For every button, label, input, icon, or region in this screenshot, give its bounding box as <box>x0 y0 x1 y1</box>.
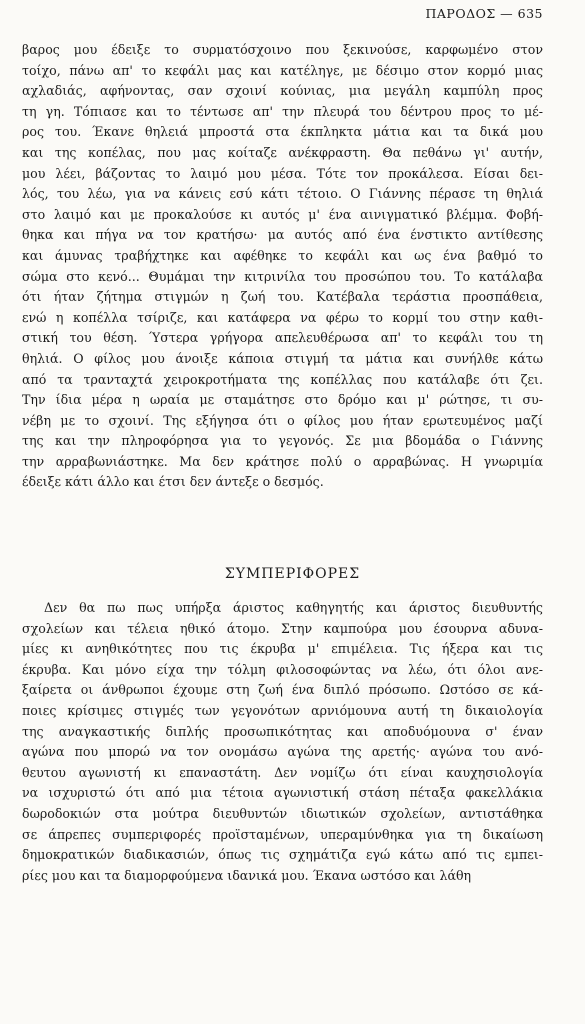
text-line: τοίχο, πάνω απ' το κεφάλι μας και κατέληγε, με δέσιμο στον κορμό μιας <box>22 62 543 78</box>
text-line: στο λαιμό και με προκαλούσε κι αυτός μ' ένα αινιγματικό βλέμμα. Φοβή- <box>22 206 543 222</box>
text-line: βαρος μου έδειξε το συρματόσχοινο που ξεκινούσε, καρφωμένο στον <box>22 42 543 57</box>
text-line: ξαίρετα οι άνθρωποι έχουμε στη ζωή ένα διπλό πρόσωπο. Ωστόσο σε κά- <box>22 682 543 698</box>
text-line: αγώνα που μπορώ να τον ονομάσω αγώνα της αρετής· αγώνα του ανό- <box>22 744 543 760</box>
text-line: έκρυβα. Και μόνο είχα την τόλμη φιλοσοφώντας να λέω, ότι όλοι ανε- <box>22 661 543 677</box>
text-line: ρος του. Έκανε θηλειά μπροστά στα έκπληκτα μάτια και τα δικά μου <box>22 124 543 140</box>
text-line: αχλαδιάς, αφήνοντας, σαν σχοινί κούνιας, μια μεγάλη καμπύλη προς <box>22 83 543 99</box>
text-line: θηλιά. Ο φίλος μου άνοιξε κάποια στιγμή τα μάτια και συνήλθε κάτω <box>22 350 543 366</box>
text-line: σώμα στο κενό... Θυμάμαι την κιτρινίλα του προσώπου του. Το κατάλαβα <box>22 268 543 284</box>
text-line: δημοκρατικών διαδικασιών, όπως τις σχημάτιζα εγώ κάτω από τις εμπει- <box>22 847 543 863</box>
text-line: στική του θέση. Ύστερα γρήγορα απελευθέρωσα απ' το κεφάλι του τη <box>22 330 543 346</box>
text-line: ενώ η κοπέλλα τσίριζε, και κατάφερα να φέρω το κορμί του στην καθι- <box>22 309 543 325</box>
text-line: να ισχυριστώ ότι από μια τέτοια αγωνιστική στάση πέταξα φακελλάκια <box>22 785 543 801</box>
section-title: ΣΥΜΠΕΡΙΦΟΡΕΣ <box>224 566 361 582</box>
text-line: ρίες μου και τα διαμορφούμενα ιδανικά μου. Έκανα ωστόσο και λάθη <box>22 867 472 883</box>
body-text-section-2 <box>22 598 543 886</box>
text-line: Δεν θα πω πως υπήρξα άριστος καθηγητής και άριστος διευθυντής <box>44 600 543 615</box>
text-line: σχολείων και τέλεια ηθικό άτομο. Στην καμπούρα μου έσουρνα αδυνα- <box>22 620 543 636</box>
text-line: λός, του λέω, για να κάνεις εσύ κάτι τέτοιο. Ο Γιάννης πέρασε τη θηλιά <box>22 186 543 202</box>
text-line: την αρραβωνιάστηκε. Μα δεν κράτησε πολύ ο αρραβώνας. Η γνωριμία <box>22 453 543 469</box>
text-line: Την ίδια μέρα η ωραία με σταμάτησε στο δρόμο και μ' ρώτησε, τι συ- <box>22 392 543 408</box>
text-line: έδειξε κάτι άλλο και έτσι δεν άντεξε ο δεσμός. <box>22 474 324 490</box>
text-line: ότι ήταν ζήτημα στιγμών η ζωή του. Κατέβαλα τεράστια προσπάθεια, <box>22 289 543 305</box>
text-line: μίες κι ανηθικότητες που τις έκρυβα μ' επιμέλεια. Τις ήξερα και τις <box>22 641 543 657</box>
running-head: ΠΑΡΟΔΟΣ — 635 <box>425 6 543 21</box>
text-line: τη γη. Τόπιασε και το τέντωσε απ' την πλευρά του δέντρου προς το μέ- <box>22 103 543 119</box>
text-line: από τα τρανταχτά χειροκροτήματα της κοπέλλας που κατάλαβε ότι ζει. <box>22 371 543 387</box>
text-line: δωροδοκιών στα μούτρα διευθυντών ιδιωτικών σχολείων, αντιστάθηκα <box>22 805 543 821</box>
text-line: σε άπρεπες συμπεριφορές προϊσταμένων, υπεραμύνθηκα για τη δικαίωση <box>22 826 543 842</box>
text-line: θευτου αγωνιστή κι επαναστάτη. Δεν νομίζω ότι είναι καυχησιολογία <box>22 764 543 780</box>
text-line: και της κοπέλας, που μας κοίταζε ανέκφραστη. Θα πεθάνω γι' αυτήν, <box>22 144 543 160</box>
text-line: ποιες κρίσιμες στιγμές των γεγονότων αρνιόμουνα αυτή τη δικαιολογία <box>22 702 543 718</box>
text-line: νέβη με το σχοινί. Της εξήγησα ότι ο φίλος μου ήταν ερωτευμένος μαζί <box>22 412 543 428</box>
text-line: της και την πληροφόρησα για το γεγονός. Σε μια βδομάδα ο Γιάννης <box>22 433 543 449</box>
text-line: της αναγκαστικής διπλής προσωπικότητας και αποδυόμουνα σ' έναν <box>22 723 543 739</box>
text-line: θηκα και πήγα να τον κρατήσω· μα αυτός από ένα ένστικτο αντίθεσης <box>22 227 543 243</box>
text-line: μου λέει, βάζοντας το λαιμό μου μέσα. Τότε τον προκάλεσα. Είσαι δει- <box>22 165 543 181</box>
body-text-section-1 <box>22 40 543 493</box>
text-line: και άμυνας τραβήχτηκε και αφέθηκε το κεφάλι και ως ένα βαθμό το <box>22 247 543 263</box>
